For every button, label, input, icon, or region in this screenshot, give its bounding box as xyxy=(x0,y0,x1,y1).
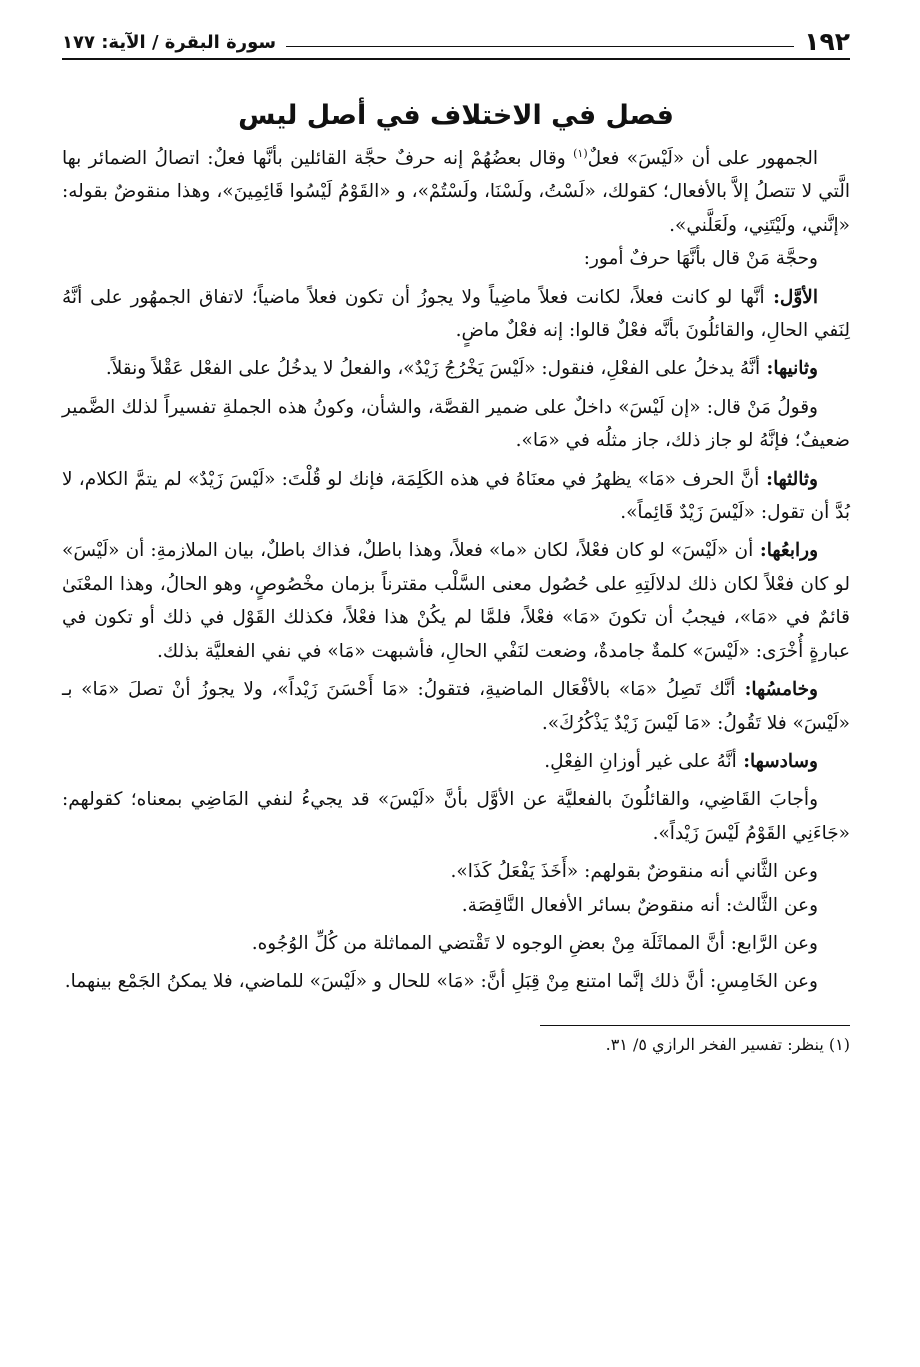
paragraph xyxy=(62,889,850,922)
paragraph-text: وقولُ مَنْ قال: «إن لَيْسَ» داخلٌ على ضمير القصَّة، والشأن، وكونُ هذه الجملةِ تفسيراً لذلك الضَّمير ضعيفٌ؛ فإنَّهُ لو جاز ذلك، جاز مثلُه في «مَا». xyxy=(62,396,850,452)
paragraph-text: أنَّهُ يدخلُ على الفعْلِ، فنقول: «لَيْسَ يَخْرُجُ زَيْدٌ»، والفعلُ لا يدخُلُ على الفعْل عَقْلاً ونقلاً. xyxy=(105,358,761,380)
paragraph-text: وحجَّة مَنْ قال بأنَّهَا حرفٌ أمور: xyxy=(583,248,818,270)
paragraph xyxy=(62,142,850,242)
footnotes xyxy=(62,1032,850,1058)
paragraph-text: وعن الرَّابع: أنَّ المماثَلَة مِنْ بعضِ الوجوه لا تَقْتضي المماثلة من كُلِّ الوُجُوه. xyxy=(251,932,818,954)
paragraph-text: أنَّها لو كانت فعلاً، لكانت فعلاً ماضِياً ولا يجوزُ أن تكون فعلاً ماضياً؛ لاتفاق الجمهُور على أنَّهُ لِنَفي الحالِ، والقائلُونَ بأنَّه فعْلٌ قالوا: إنه فعْلٌ ماضٍ. xyxy=(62,286,850,342)
body-text xyxy=(62,142,850,999)
paragraph-text: الجمهور على أن «لَيْسَ» فعلٌ xyxy=(587,148,819,169)
paragraph-text: وعن الثَّالث: أنه منقوضٌ بسائر الأفعال النَّاقِصَة. xyxy=(461,894,818,916)
paragraph xyxy=(62,281,850,348)
paragraph-lead: الأوَّل: xyxy=(764,286,818,308)
paragraph-text: وقال بعضُهُمْ إنه حرفٌ حجَّة القائلين بأنَّها فعلٌ: اتصالُ الضمائر بها الَّتي لا تتصلُ إلاَّ بالأفعال؛ كقولك، «لَسْتُ، ولَسْنَا، ولَسْتُمْ»، و «القَوْمُ لَيْسُوا قَائِمِينَ»، وهذا منقوضٌ بقوله: «إنَّني، ولَيْتَنِي، ولَعَلَّني». xyxy=(62,148,850,236)
paragraph xyxy=(62,965,850,998)
book-page xyxy=(62,22,850,1347)
paragraph xyxy=(62,855,850,888)
paragraph xyxy=(62,352,850,385)
paragraph xyxy=(62,927,850,960)
running-header xyxy=(62,22,850,60)
paragraph xyxy=(62,391,850,458)
paragraph xyxy=(62,745,850,778)
header-rule xyxy=(286,46,794,47)
paragraph-lead: وخامسُها: xyxy=(735,679,818,701)
paragraph-lead: وسادسها: xyxy=(736,750,818,772)
footnote-reference[interactable]: (١) xyxy=(573,146,588,160)
page-number: ١٩٢ xyxy=(804,27,850,56)
surah-title: سورة البقرة / الآية: ١٧٧ xyxy=(62,32,277,53)
section-title: فصل في الاختلاف في أصل ليس xyxy=(238,100,674,131)
paragraph xyxy=(62,673,850,740)
paragraph xyxy=(62,463,850,530)
paragraph-text: أنَّهُ على غير أوزانِ الفِعْلِ. xyxy=(544,750,737,772)
paragraph-text: أن «لَيْسَ» لو كان فعْلاً، لكان «ما» فعلاً، وهذا باطلٌ، فذاك باطلٌ، بيان الملازمةِ: أن «لَيْسَ» لو كان فعْلاً لكان ذلك لدلالَتِهِ على حُصُول معنى السَّلْب مقترناً بزمان مخْصُوصٍ، وهو الحالُ، وهذا المعْنَىٰ قائمٌ في «مَا»، فيجبُ أن تكونَ «مَا» فعْلاً، فلمَّا لم يكُنْ هذا فعْلاً، فكذلك القَوْل في ذلك أو تكون في عبارةٍ أُخْرَى: «لَيْسَ» كلمةٌ جامدةٌ، وضعت لنَفْي الحالِ، فأشبهت «مَا» في نفي الفعليَّة بذلك. xyxy=(62,540,850,662)
paragraph-text: وعن الثَّاني أنه منقوضٌ بقولهم: «أَخَذَ يَفْعَلُ كَذَا». xyxy=(450,861,818,883)
footnote: (١) ينظر: تفسير الفخر الرازي ٥/ ٣١. xyxy=(605,1034,850,1054)
paragraph xyxy=(62,534,850,668)
paragraph-lead: وثانيها: xyxy=(760,358,818,380)
paragraph-text: أنَّ الحرف «مَا» يظهرُ في معنَاهُ في هذه الكَلِمَة، فإنك لو قُلْتَ: «لَيْسَ زَيْدٌ» لم يتمَّ الكلام، لا بُدَّ أن تقول: «لَيْسَ زَيْدٌ قَائِماً». xyxy=(62,468,850,524)
footnote-rule xyxy=(540,1025,850,1026)
paragraph-lead: ورابعُها: xyxy=(753,540,818,562)
paragraph-lead: وثالثها: xyxy=(759,468,818,490)
paragraph xyxy=(62,242,850,275)
paragraph-text: وأجابَ القَاضِي، والقائلُونَ بالفعليَّة عن الأوَّل بأنَّ «لَيْسَ» قد يجيءُ لنفي المَاضِي بمعناه؛ كقولهم: «جَاءَنِي القَوْمُ لَيْسَ زَيْداً». xyxy=(62,789,850,844)
paragraph-text: وعن الخَامِسِ: أنَّ ذلك إنَّما امتنع مِنْ قِبَلِ أنَّ: «مَا» للحال و «لَيْسَ» للماضي، فلا يمكنُ الجَمْع بينهما. xyxy=(64,971,818,993)
paragraph-text: أنَّك تَصِلُ «مَا» بالأفْعَال الماضيةِ، فتقولُ: «مَا أَحْسَنَ زَيْداً»، ولا يجوزُ أنْ تصلَ «مَا» بـ «لَيْسَ» فلا تَقُولُ: «مَا لَيْسَ زَيْدٌ يَذْكُرُكَ». xyxy=(62,679,850,734)
paragraph xyxy=(62,783,850,850)
